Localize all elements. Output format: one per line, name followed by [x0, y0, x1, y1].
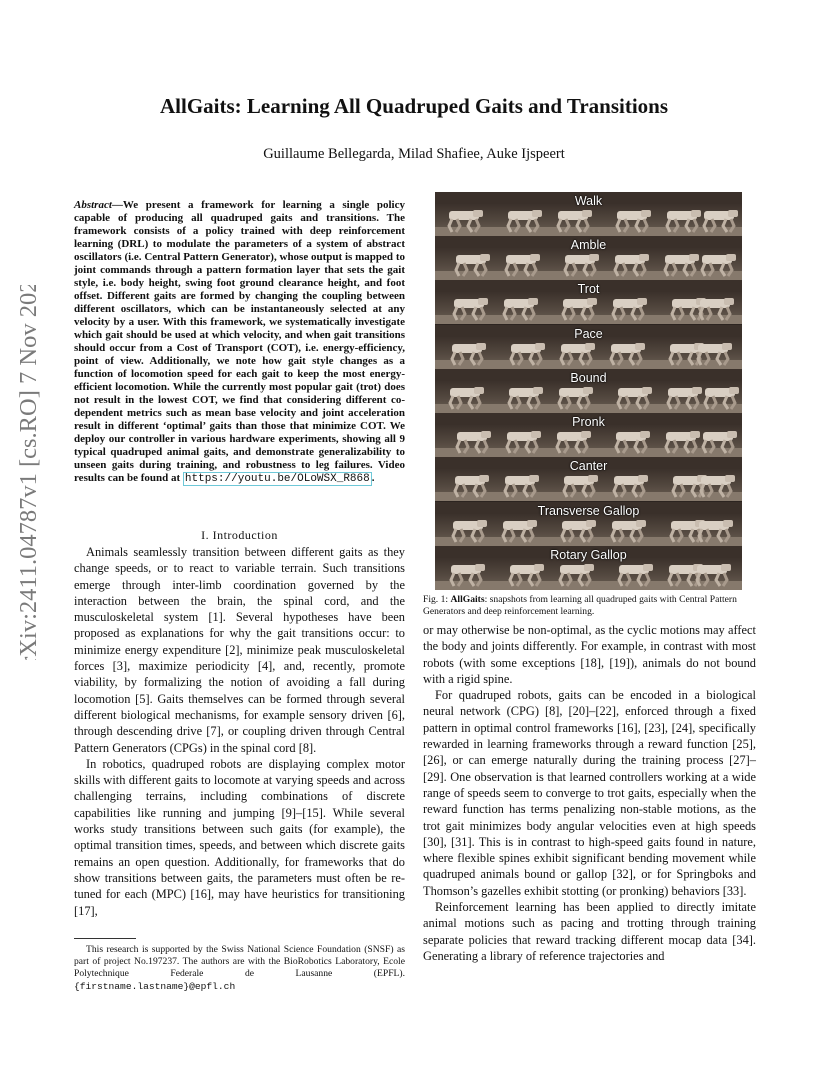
gait-label: Rotary Gallop — [550, 547, 627, 562]
robot-snapshot-image — [607, 295, 651, 321]
robot-snapshot-image — [502, 207, 546, 233]
robot-snapshot-image — [698, 207, 742, 233]
robot-snapshot-image — [448, 295, 492, 321]
robot-snapshot-image — [499, 472, 543, 498]
arxiv-identifier — [14, 285, 44, 660]
robot-snapshot-image — [608, 472, 652, 498]
abstract-dash: — — [111, 199, 123, 211]
robot-snapshot-image — [605, 340, 649, 366]
robot-snapshot-image — [612, 384, 656, 410]
gait-snapshot-strip — [435, 558, 742, 590]
footnote-text: This research is supported by the Swiss National Science Foundation (SNSF) as part of project No.197237. The authors are with the BioRobotics Laboratory, Ecole Polytechnique Federale de Lausanne (EPFL). — [74, 944, 405, 980]
gait-snapshot-strip — [435, 514, 742, 546]
robot-snapshot-image — [498, 295, 542, 321]
robot-snapshot-image — [553, 384, 597, 410]
gait-snapshot-strip — [435, 292, 742, 324]
robot-snapshot-image — [497, 517, 541, 543]
robot-snapshot-image — [606, 517, 650, 543]
gait-label: Walk — [574, 194, 603, 208]
figure-gait-snapshots — [435, 192, 742, 590]
intro-left-column — [74, 544, 405, 919]
gait-label: Pronk — [572, 415, 605, 430]
robot-snapshot-image — [551, 428, 595, 454]
abstract-text: We present a framework for learning a single policy capable of producing all quadruped gaits and transitions. The framework consists of a policy trained with deep reinforcement learning (DRL) to modulate the parameters of a system of abstract oscillators (i.e. Central Pattern Generator), whose output is mapped to joint commands through a pattern formation layer that sets the gait style, i.e. body height, swing foot ground clearance height, and foot offset. Different gaits are formed by changing the coupling between different oscillators, which can be instantaneously selected at any velocity by a user. With this framework, we systematically investigate which gait should be used at which velocity, and when gait transitions should occur from a Cost of Transport (COT), i.e. energy-efficiency, point of view. Additionally, we note how gait style changes as a function of locomotion speed for each gait to keep the most energy-efficient locomotion. While the currently most popular gait (trot) does not result in the lowest COT, we find that considering different co-dependent metrics such as mean base velocity and joint acceleration result in different ‘optimal’ gaits than those that minimize COT. We deploy our controller in various hardware experiments, showing all 9 typical quadruped animal gaits, and demonstrate generalizability to unseen gaits during training, and robustness to leg failures. Video results can be found at — [74, 199, 405, 484]
robot-snapshot-image — [691, 561, 735, 587]
abstract-label: Abstract — [74, 199, 112, 211]
robot-snapshot-image — [697, 428, 741, 454]
gait-label: Transverse Gallop — [537, 503, 640, 518]
robot-snapshot-image — [693, 517, 737, 543]
robot-snapshot-image — [552, 207, 596, 233]
gait-snapshot-strip — [435, 337, 742, 369]
gait-snapshot-strip — [435, 425, 742, 457]
video-link[interactable]: https://youtu.be/OLoWSX_R868 — [184, 473, 370, 485]
caption-bold: AllGaits — [450, 594, 485, 605]
arxiv-id-text: arXiv:2411.04787v1 [cs.RO] 7 Nov 2024 — [15, 285, 42, 660]
robot-snapshot-image — [447, 517, 491, 543]
footnote — [74, 944, 405, 993]
intro-paragraph: Reinforcement learning has been applied to directly imitate animal motions such as pacing and trotting through training separate policies that reward tracking different mocap data [34]. Generating a library of reference trajectories and — [423, 900, 756, 963]
robot-snapshot-image — [699, 384, 742, 410]
robot-snapshot-image — [449, 472, 493, 498]
robot-snapshot-image — [613, 561, 657, 587]
caption-label: Fig. 1: — [423, 594, 449, 605]
robot-snapshot-image — [559, 251, 603, 277]
section-heading-introduction: I. Introduction — [201, 528, 278, 542]
robot-snapshot-image — [504, 561, 548, 587]
gait-snapshot-strip — [435, 381, 742, 413]
robot-snapshot-image — [445, 561, 489, 587]
gait-snapshot-strip — [435, 204, 742, 236]
caption-text: : snapshots from learning all quadruped gaits with Central Pattern Generators and deep reinforcement learning. — [423, 594, 737, 617]
gait-label: Amble — [570, 238, 607, 253]
robot-snapshot-image — [696, 251, 740, 277]
robot-snapshot-image — [557, 295, 601, 321]
robot-snapshot-image — [451, 428, 495, 454]
figure-caption — [423, 594, 756, 618]
robot-snapshot-image — [503, 384, 547, 410]
robot-snapshot-image — [695, 472, 739, 498]
robot-snapshot-image — [505, 340, 549, 366]
footnote-email: {firstname.lastname}@epfl.ch — [74, 980, 236, 992]
paper-title: AllGaits: Learning All Quadruped Gaits and Transitions — [160, 94, 668, 118]
intro-right-column — [423, 622, 756, 964]
robot-snapshot-image — [555, 340, 599, 366]
gait-label: Pace — [574, 326, 603, 341]
gait-label: Trot — [577, 282, 600, 297]
footnote-rule — [74, 938, 136, 939]
robot-snapshot-image — [556, 517, 600, 543]
robot-snapshot-image — [692, 340, 736, 366]
abstract — [74, 199, 405, 486]
robot-snapshot-image — [444, 384, 488, 410]
robot-snapshot-image — [500, 251, 544, 277]
robot-snapshot-image — [558, 472, 602, 498]
intro-paragraph: In robotics, quadruped robots are displaying complex motor skills with different gaits to locomote at varying speeds and across challenging terrains, including combinations of discrete capabilities like running and jumping [9]–[15]. While several works study transitions between such gaits (for example), the optimal transition times, speeds, and between which discrete gaits remains an open question. Additionally, for frameworks that do show transitions between gaits, the parameters must often be re-tuned for each (MPC) [16], may have heuristics for transitioning [17], — [74, 756, 405, 918]
robot-snapshot-image — [501, 428, 545, 454]
robot-snapshot-image — [554, 561, 598, 587]
intro-paragraph: For quadruped robots, gaits can be encoded in a biological neural network (CPG) [8], [20]–[22], enforced through a fixed pattern in optimal control frameworks [16], [23], [24], specifically rewarded in learning frameworks through a reward function [25], [26], or can emerge naturally during the training process [27]–[29]. One observation is that learned controllers working at a wide range of speeds seem to converge to trot gaits, especially when the reward function has terms penalizing non-stable motions, as the trot gait minimizes body angular velocities even at high speeds [30], [31]. This is in contrast to high-speed gaits found in nature, where flexible spines exhibit significant bending movement while quadruped animals bound or gallop [32], or for Springboks and Thomson’s gazelles exhibit stotting (or pronking) behaviors [33]. — [423, 688, 756, 898]
gait-snapshot-strip — [435, 248, 742, 280]
robot-snapshot-image — [694, 295, 738, 321]
robot-snapshot-image — [446, 340, 490, 366]
gait-snapshot-strip — [435, 469, 742, 501]
robot-snapshot-image — [609, 251, 653, 277]
intro-paragraph: Animals seamlessly transition between different gaits as they change speeds, or to react to variable terrain. Such transitions emerge through inter-limb coordination governed by the interaction between the brain, the spinal cord, and the musculoskeletal system [1]. Several hypotheses have been proposed as explanations for why the gait transitions occur: to minimize energy expenditure [2], minimize peak musculoskeletal forces [3], maximize periodicity [4], and, recently, promote viability, by formalizing the notion of avoiding a fall during locomotion [5]. Gaits themselves can be formed through several different biological mechanisms, for example sensory driven [6], through descending drive [7], or coupling driven through Central Pattern Generators (CPGs) in the spinal cord [8]. — [74, 545, 405, 755]
gait-label: Bound — [570, 370, 607, 385]
gait-label: Canter — [569, 459, 608, 474]
intro-paragraph: or may otherwise be non-optimal, as the cyclic motions may affect the body and joints differently. For example, in contrast with most robots (with some exceptions [18], [19]), animals do not bound with a rigid spine. — [423, 623, 756, 686]
robot-snapshot-image — [611, 207, 655, 233]
robot-snapshot-image — [443, 207, 487, 233]
paper-authors: Guillaume Bellegarda, Milad Shafiee, Auke Ijspeert — [263, 146, 565, 162]
robot-snapshot-image — [450, 251, 494, 277]
robot-snapshot-image — [610, 428, 654, 454]
abstract-end: . — [371, 472, 375, 484]
